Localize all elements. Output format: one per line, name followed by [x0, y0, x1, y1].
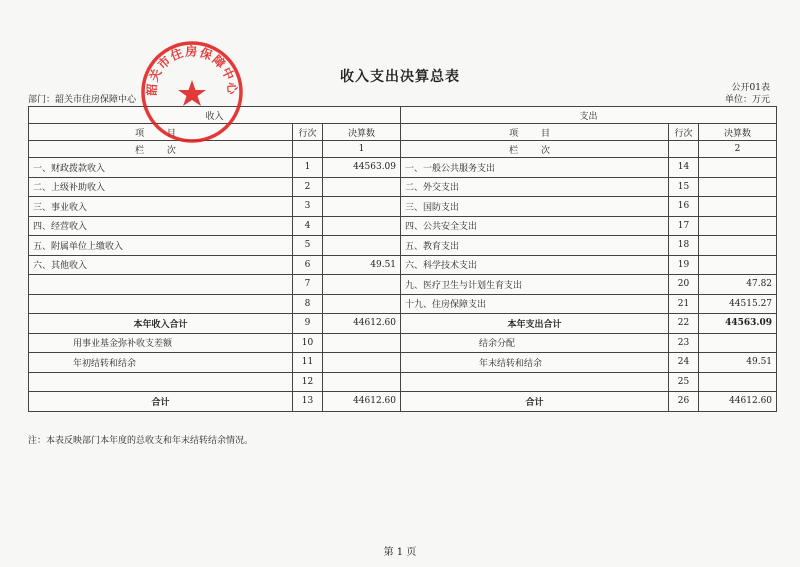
income-item: [29, 372, 293, 392]
income-column-number: 1: [323, 141, 401, 158]
expense-line-no: 14: [669, 158, 699, 178]
expense-line-no: 15: [669, 177, 699, 197]
income-subtotal-label: 本年收入合计: [29, 314, 293, 334]
expense-line-no: 22: [669, 314, 699, 334]
footnote: 注：本表反映部门本年度的总收支和年末结转结余情况。: [28, 436, 254, 446]
expense-item: 十九、住房保障支出: [401, 294, 669, 314]
income-item: [29, 275, 293, 295]
department-label: 部门：韶关市住房保障中心: [28, 95, 137, 105]
table-row: [29, 216, 777, 236]
income-line-no: 2: [293, 177, 323, 197]
income-item: 一、财政拨款收入: [29, 158, 293, 178]
income-amount: [323, 216, 401, 236]
column-header-row: [29, 124, 777, 141]
income-line-no: 8: [293, 294, 323, 314]
income-amount: 44563.09: [323, 158, 401, 178]
expense-column-label: 栏 次: [401, 141, 669, 158]
expense-amount: 47.82: [699, 275, 777, 295]
income-amount: [323, 236, 401, 256]
expense-amount: [699, 197, 777, 217]
expense-amount: [699, 333, 777, 353]
expense-line-no: 25: [669, 372, 699, 392]
expense-item: 年末结转和结余: [401, 353, 669, 373]
empty-cell: [293, 141, 323, 158]
expense-item: 五、教育支出: [401, 236, 669, 256]
income-item-col-header: 项 目: [29, 124, 293, 141]
form-code: 公开01表: [731, 83, 770, 93]
expense-item: [401, 372, 669, 392]
expense-item: 六、科学技术支出: [401, 255, 669, 275]
table-row: [29, 177, 777, 197]
expense-amount: 49.51: [699, 353, 777, 373]
table-row: [29, 275, 777, 295]
income-total-label: 合计: [29, 392, 293, 412]
income-amount: [323, 333, 401, 353]
table-row: [29, 158, 777, 178]
income-item: 用事业基金弥补收支差额: [29, 333, 293, 353]
expense-line-no: 21: [669, 294, 699, 314]
page-number: 第 1 页: [383, 547, 417, 558]
expense-amount: [699, 177, 777, 197]
page-title: 收入支出决算总表: [340, 69, 460, 85]
income-amount: [323, 177, 401, 197]
income-item: 年初结转和结余: [29, 353, 293, 373]
table-row: [29, 197, 777, 217]
income-header: 收入: [29, 107, 401, 124]
expense-amount-col-header: 决算数: [699, 124, 777, 141]
income-amount: 49.51: [323, 255, 401, 275]
income-line-no: 10: [293, 333, 323, 353]
expense-item: 结余分配: [401, 333, 669, 353]
income-total-amount: 44612.60: [323, 392, 401, 412]
table-row: [29, 294, 777, 314]
income-subtotal-amount: 44612.60: [323, 314, 401, 334]
income-line-no: 3: [293, 197, 323, 217]
expense-line-no: 18: [669, 236, 699, 256]
expense-line-no: 20: [669, 275, 699, 295]
expense-item: 四、公共安全支出: [401, 216, 669, 236]
expense-item: 九、医疗卫生与计划生育支出: [401, 275, 669, 295]
income-item: 三、事业收入: [29, 197, 293, 217]
seal-text: 韶关市住房保障中心: [144, 44, 240, 97]
income-item: 二、上级补助收入: [29, 177, 293, 197]
table-row: [29, 372, 777, 392]
income-item: [29, 294, 293, 314]
expense-line-no: 24: [669, 353, 699, 373]
income-item: 四、经营收入: [29, 216, 293, 236]
expense-subtotal-label: 本年支出合计: [401, 314, 669, 334]
expense-amount: [699, 158, 777, 178]
income-line-no: 7: [293, 275, 323, 295]
section-header-row: [29, 107, 777, 124]
expense-amount: 44515.27: [699, 294, 777, 314]
income-amount: [323, 275, 401, 295]
expense-amount: [699, 236, 777, 256]
expense-item: 三、国防支出: [401, 197, 669, 217]
income-line-no: 6: [293, 255, 323, 275]
expense-item: 一、一般公共服务支出: [401, 158, 669, 178]
expense-amount: [699, 255, 777, 275]
income-line-no: 9: [293, 314, 323, 334]
income-line-no: 12: [293, 372, 323, 392]
expense-header: 支出: [401, 107, 777, 124]
income-line-no: 13: [293, 392, 323, 412]
income-amount: [323, 294, 401, 314]
expense-line-col-header: 行次: [669, 124, 699, 141]
expense-column-number: 2: [699, 141, 777, 158]
expense-line-no: 17: [669, 216, 699, 236]
table-row: [29, 255, 777, 275]
empty-cell: [669, 141, 699, 158]
expense-line-no: 19: [669, 255, 699, 275]
income-expense-table: [28, 106, 777, 412]
expense-item: 二、外交支出: [401, 177, 669, 197]
expense-total-label: 合计: [401, 392, 669, 412]
expense-item-col-header: 项 目: [401, 124, 669, 141]
income-amount: [323, 197, 401, 217]
income-amount-col-header: 决算数: [323, 124, 401, 141]
income-amount: [323, 372, 401, 392]
income-line-no: 4: [293, 216, 323, 236]
expense-total-amount: 44612.60: [699, 392, 777, 412]
expense-line-no: 26: [669, 392, 699, 412]
income-line-no: 5: [293, 236, 323, 256]
expense-line-no: 23: [669, 333, 699, 353]
table-row: [29, 236, 777, 256]
income-amount: [323, 353, 401, 373]
subtotal-row: [29, 314, 777, 334]
table-row: [29, 333, 777, 353]
income-column-label: 栏 次: [29, 141, 293, 158]
income-item: 五、附属单位上缴收入: [29, 236, 293, 256]
expense-amount: [699, 216, 777, 236]
expense-subtotal-amount: 44563.09: [699, 314, 777, 334]
column-number-row: [29, 141, 777, 158]
unit-label: 单位：万元: [724, 95, 770, 105]
expense-line-no: 16: [669, 197, 699, 217]
income-line-no: 1: [293, 158, 323, 178]
income-line-no: 11: [293, 353, 323, 373]
total-row: [29, 392, 777, 412]
table-row: [29, 353, 777, 373]
expense-amount: [699, 372, 777, 392]
income-item: 六、其他收入: [29, 255, 293, 275]
income-line-col-header: 行次: [293, 124, 323, 141]
